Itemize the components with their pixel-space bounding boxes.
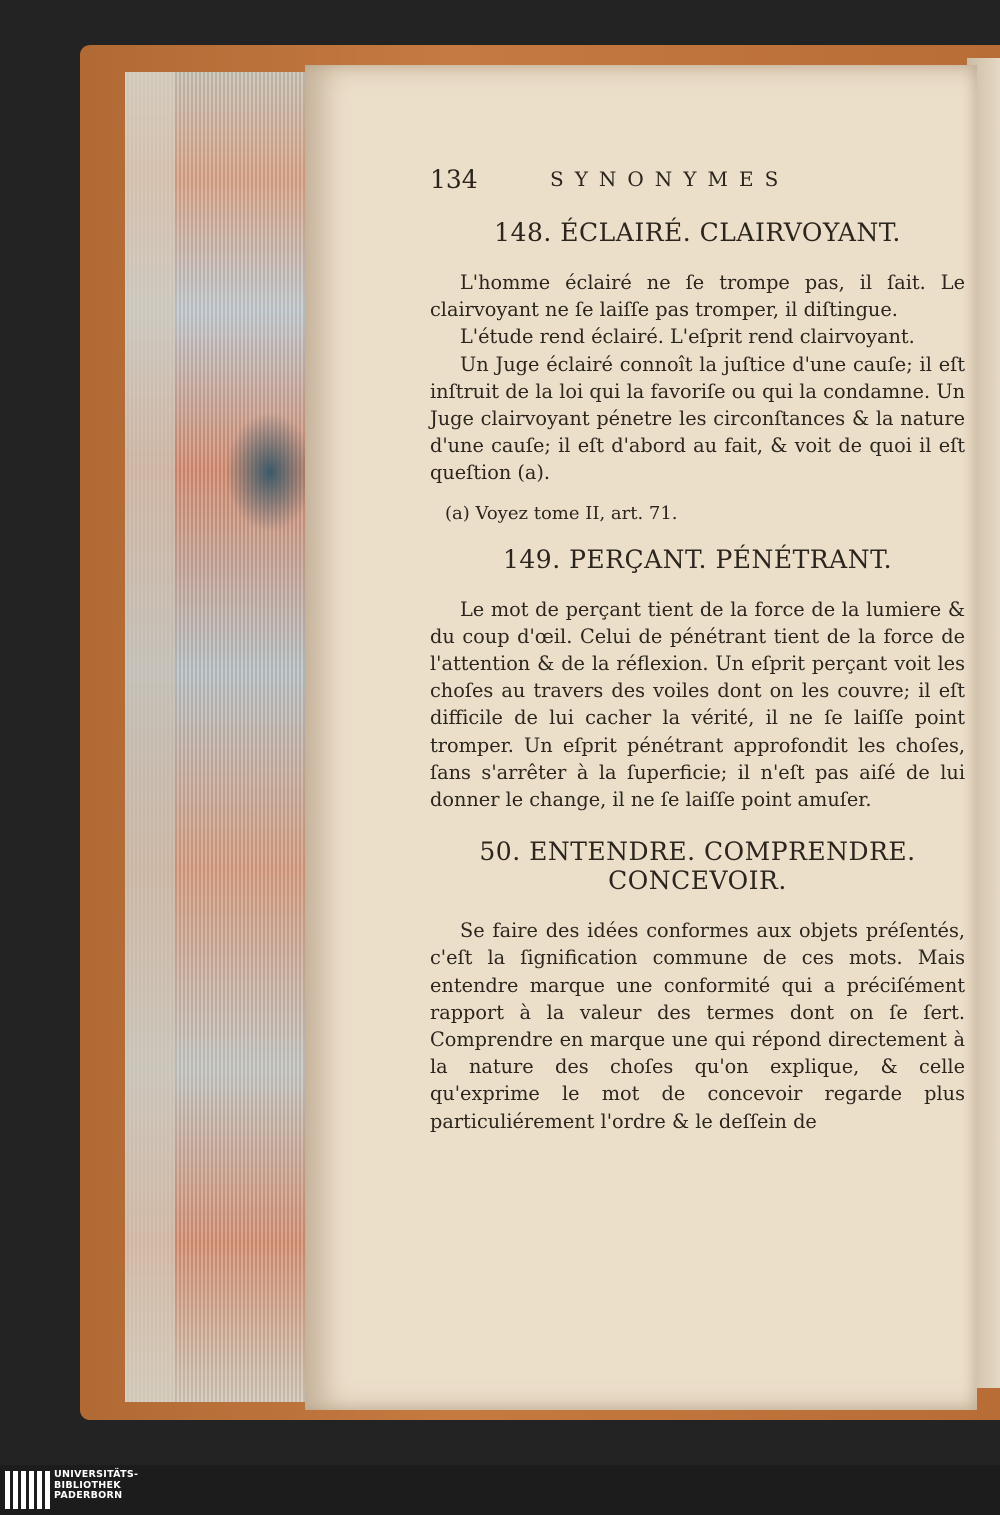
section-heading-149: 149. PERÇANT. PÉNÉTRANT. <box>502 544 893 574</box>
section-heading-150: 50. ENTENDRE. COMPRENDRE. <box>479 837 916 867</box>
paragraph: L'étude rend éclairé. L'eſprit rend clairvoyant. <box>460 325 915 349</box>
section-heading-150-cont: CONCEVOIR. <box>608 866 787 896</box>
page-text <box>430 160 965 1135</box>
section-heading-148: 148. ÉCLAIRÉ. CLAIRVOYANT. <box>494 218 901 247</box>
logo-line: UNIVERSITÄTS- <box>54 1469 139 1480</box>
logo-line: BIBLIOTHEK <box>54 1479 121 1491</box>
running-title: SYNONYMES <box>550 167 790 191</box>
paragraph: Se faire des idées conformes aux objets préſentés, c'eſt la ſignification commune de ces mots. Mais entendre marque une conformité qui a préciſément rapport à la valeur des termes dont on ſe ſert. Comprendre en marque une qui répond directement à la nature des choſes qu'on explique, & celle qu'exprime le mot de concevoir regarde plus particuliérement l'ordre & le deſſein de <box>430 919 965 1133</box>
paragraph: Un Juge éclairé connoît la juſtice d'une cauſe; il eſt inſtruit de la loi qui la favoriſe ou qui la condamne. Un Juge clairvoyant pénetre les circonſtances & la nature d'une cauſe; il eſt d'abord au fait, & voit de quoi il eſt queſtion (a). <box>430 352 965 485</box>
paragraph: Le mot de perçant tient de la force de la lumiere & du coup d'œil. Celui de pénétrant tient de la force de l'attention & de la réflexion. Un eſprit perçant voit les choſes au travers des voiles dont on les couvre; il eſt difficile de lui cacher la vérité, il ne ſe laiſſe point tromper. Un eſprit pénétrant approfondit les choſes, ſans s'arrêter à la ſuperficie; il n'eſt pas aiſé de lui donner le change, il ne ſe laiſſe point amuſer. <box>430 597 965 812</box>
library-logo <box>0 1465 1000 1515</box>
library-logo-text <box>54 1470 138 1502</box>
logo-line: PADERBORN <box>54 1490 123 1501</box>
ink-blot <box>225 412 315 532</box>
library-logo-icon <box>5 1471 51 1509</box>
page-edges <box>125 72 315 1402</box>
footnote: (a) Voyez tome II, art. 71. <box>445 502 678 524</box>
page-number: 134 <box>430 165 478 194</box>
paragraph: L'homme éclairé ne ſe trompe pas, il ſait. Le clairvoyant ne ſe laiſſe pas tromper, il diſtingue. <box>430 271 965 322</box>
page-edges-strip <box>125 72 175 1402</box>
running-head <box>430 165 965 199</box>
